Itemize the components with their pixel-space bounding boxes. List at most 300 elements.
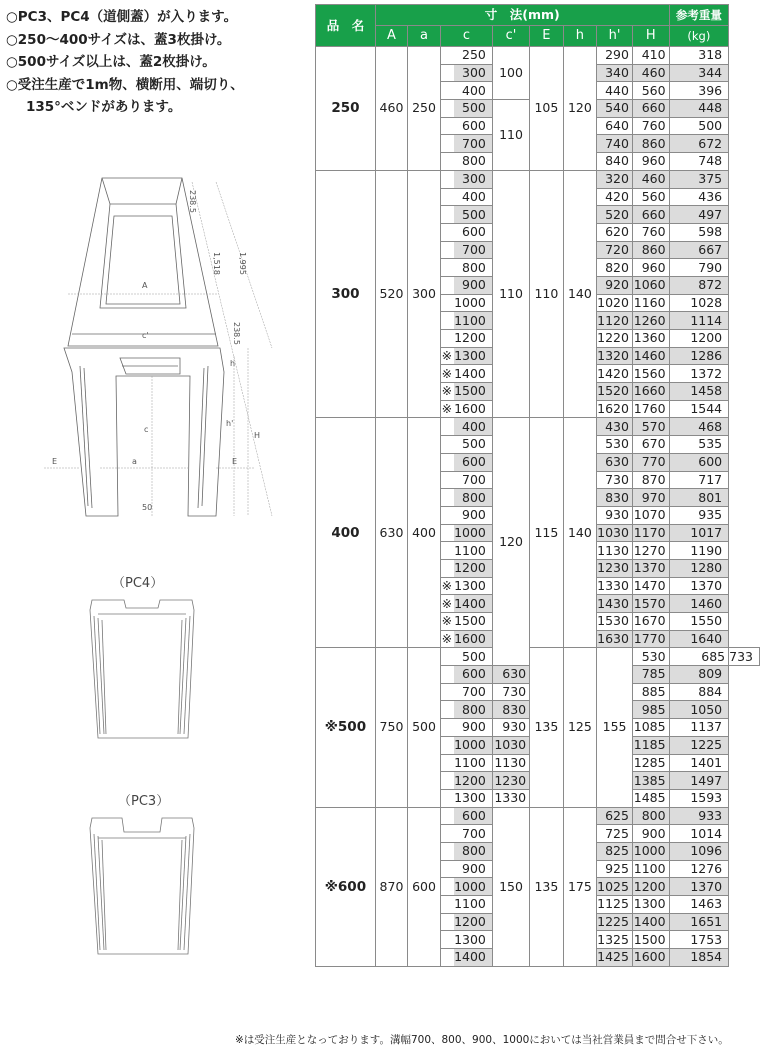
dim-h-prime-value: 1125 (597, 896, 633, 914)
dim-H-value: 1485 (632, 789, 669, 807)
dim-c-value: 1100 (454, 312, 492, 330)
dim-238-5-bottom: 238.5 (232, 322, 241, 345)
made-to-order-mark (440, 949, 454, 967)
dim-h-prime-value: 320 (597, 170, 633, 188)
weight-value: 1280 (669, 559, 729, 577)
weight-value: 884 (669, 683, 729, 701)
dim-h-prime-value: 725 (597, 825, 633, 843)
dim-h-prime-value: 830 (492, 701, 529, 719)
made-to-order-mark (440, 860, 454, 878)
made-to-order-mark (440, 489, 454, 507)
made-to-order-mark (440, 719, 454, 737)
made-to-order-mark (440, 259, 454, 277)
dim-c-prime-value: 120 (492, 418, 529, 666)
dim-c-prime-value: 135 (530, 648, 564, 807)
dim-H-value: 900 (632, 825, 669, 843)
dim-c-value: 900 (454, 506, 492, 524)
dim-h-prime-value: 930 (597, 506, 633, 524)
weight-value: 672 (669, 135, 729, 153)
dim-H-value: 785 (632, 666, 669, 684)
dim-H-value: 660 (632, 206, 669, 224)
dim-c-value: 1300 (454, 577, 492, 595)
dim-c-value: 300 (454, 170, 492, 188)
weight-value: 375 (669, 170, 729, 188)
dim-h-prime-value: 820 (597, 259, 633, 277)
dim-c-value: 1200 (454, 772, 492, 790)
dim-H-value: 960 (632, 259, 669, 277)
made-to-order-mark (440, 913, 454, 931)
dim-h-value: 140 (563, 418, 597, 648)
dim-c-value: 1400 (454, 949, 492, 967)
made-to-order-mark (440, 559, 454, 577)
dim-h-value: 175 (563, 807, 597, 966)
dim-H-value: 460 (632, 170, 669, 188)
dim-h-prime-value: 830 (597, 489, 633, 507)
table-row (316, 47, 760, 65)
made-to-order-mark: ※ (441, 631, 453, 647)
dim-h-prime-value: 840 (597, 153, 633, 171)
weight-value: 1096 (669, 842, 729, 860)
dim-H-value: 1570 (632, 595, 669, 613)
dim-h-value: 155 (597, 648, 633, 807)
col-E: E (530, 26, 564, 47)
col-H: H (632, 26, 669, 47)
dim-c-value: 900 (454, 860, 492, 878)
weight-value: 396 (669, 82, 729, 100)
weight-value: 1370 (669, 878, 729, 896)
dim-h-prime-value: 1320 (597, 347, 633, 365)
dim-H-value: 1560 (632, 365, 669, 383)
dim-c-value: 500 (454, 206, 492, 224)
col-h: h (563, 26, 597, 47)
made-to-order-mark (440, 842, 454, 860)
dim-H-value: 1200 (632, 878, 669, 896)
dim-E-right: E (232, 457, 238, 466)
spec-table-body (316, 47, 760, 967)
dim-h-prime-value: 1020 (597, 294, 633, 312)
dim-c-value: 700 (454, 471, 492, 489)
dim-H-value: 410 (632, 47, 669, 65)
weight-value: 1458 (669, 383, 729, 401)
dim-c-value: 900 (454, 276, 492, 294)
weight-value: 468 (669, 418, 729, 436)
dim-c-value: 500 (454, 648, 492, 666)
weight-value: 1651 (669, 913, 729, 931)
header-dimensions: 寸 法(mm) (375, 5, 669, 26)
dim-H-value: 1460 (632, 347, 669, 365)
weight-value: 809 (669, 666, 729, 684)
table-row (316, 807, 760, 825)
dim-E-left: E (52, 457, 58, 466)
dim-H-value: 870 (632, 471, 669, 489)
dim-c-value: 1200 (454, 559, 492, 577)
made-to-order-mark (440, 772, 454, 790)
header-weight (669, 5, 729, 26)
dim-h-prime: h' (226, 419, 234, 428)
dim-c-value: 800 (454, 701, 492, 719)
size-name: ※500 (316, 648, 376, 807)
weight-value: 318 (669, 47, 729, 65)
dim-H-value: 1300 (632, 896, 669, 914)
made-to-order-mark (440, 64, 454, 82)
dim-H-value: 1400 (632, 913, 669, 931)
made-to-order-mark (440, 312, 454, 330)
col-c: c (440, 26, 492, 47)
dim-h-prime-value: 740 (597, 135, 633, 153)
weight-value: 1028 (669, 294, 729, 312)
dim-A-value: 750 (375, 648, 407, 807)
dim-H-value: 460 (632, 64, 669, 82)
dim-H-value: 960 (632, 153, 669, 171)
dim-c-value: 1100 (454, 896, 492, 914)
pc4-label: （PC4） (112, 576, 164, 591)
weight-value: 1200 (669, 330, 729, 348)
made-to-order-mark (440, 294, 454, 312)
dim-H-value: 1170 (632, 524, 669, 542)
dim-c-value: 1300 (454, 347, 492, 365)
dim-H-value: 1100 (632, 860, 669, 878)
dim-c-value: 1500 (454, 383, 492, 401)
dim-A: A (142, 281, 148, 290)
dim-c-value: 600 (454, 117, 492, 135)
made-to-order-mark (440, 878, 454, 896)
dim-c-prime-value: 110 (492, 170, 529, 418)
weight-value: 1544 (669, 400, 729, 418)
weight-value: 1050 (669, 701, 729, 719)
dim-h-prime-value: 290 (597, 47, 633, 65)
dim-H-value: 1385 (632, 772, 669, 790)
made-to-order-mark (440, 418, 454, 436)
dim-H-value: 1160 (632, 294, 669, 312)
dim-c-value: 400 (454, 188, 492, 206)
made-to-order-mark (440, 453, 454, 471)
dim-H-value: 770 (632, 453, 669, 471)
dim-c-value: 1100 (454, 542, 492, 560)
dim-c-prime-value: 110 (492, 100, 529, 171)
dim-c-value: 1000 (454, 736, 492, 754)
dim-c-value: 700 (454, 825, 492, 843)
dim-h-value: 120 (563, 47, 597, 171)
made-to-order-mark (440, 754, 454, 772)
dim-c-prime-value: 150 (492, 807, 529, 966)
weight-value: 1370 (669, 577, 729, 595)
dim-H-value: 1270 (632, 542, 669, 560)
dim-H-value: 1660 (632, 383, 669, 401)
dim-c: c (144, 425, 149, 434)
dim-H-value: 1670 (632, 613, 669, 631)
made-to-order-mark (440, 276, 454, 294)
dim-h-prime-value: 1420 (597, 365, 633, 383)
weight-value: 667 (669, 241, 729, 259)
weight-value: 1550 (669, 613, 729, 631)
weight-value: 436 (669, 188, 729, 206)
dim-1995: 1,995 (238, 252, 247, 275)
weight-value: 801 (669, 489, 729, 507)
weight-value: 933 (669, 807, 729, 825)
dim-h-prime-value: 930 (492, 719, 529, 737)
dim-c-value: 700 (454, 683, 492, 701)
dim-c-value: 1200 (454, 913, 492, 931)
made-to-order-mark (440, 666, 454, 684)
weight-value: 497 (669, 206, 729, 224)
weight-value: 448 (669, 100, 729, 118)
dim-h-prime-value: 640 (597, 117, 633, 135)
made-to-order-mark (440, 683, 454, 701)
dim-50: 50 (142, 503, 153, 512)
weight-value: 598 (669, 223, 729, 241)
made-to-order-mark (440, 807, 454, 825)
table-row (316, 418, 760, 436)
dim-H-value: 760 (632, 117, 669, 135)
dim-c-value: 1300 (454, 931, 492, 949)
made-to-order-mark: ※ (441, 577, 453, 593)
note-3: ○500サイズ以上は、蓋2枚掛け。 (6, 54, 216, 70)
dim-h-prime-value: 1330 (492, 789, 529, 807)
header-weight-label: 参考重量 (675, 7, 722, 22)
dim-H-value: 860 (632, 241, 669, 259)
dim-A-value: 520 (375, 170, 407, 418)
dim-c-value: 500 (454, 436, 492, 454)
weight-value: 748 (669, 153, 729, 171)
weight-value: 1593 (669, 789, 729, 807)
weight-value: 1463 (669, 896, 729, 914)
made-to-order-mark (440, 648, 454, 666)
dim-h-prime-value: 1530 (597, 613, 633, 631)
dim-c-value: 600 (454, 453, 492, 471)
made-to-order-mark (440, 524, 454, 542)
dim-h-prime-value: 1330 (597, 577, 633, 595)
made-to-order-mark (440, 206, 454, 224)
dim-H-value: 885 (632, 683, 669, 701)
pc3-label: （PC3） (118, 794, 170, 809)
made-to-order-mark: ※ (441, 348, 453, 364)
dim-c-value: 800 (454, 489, 492, 507)
dim-H-value: 1060 (632, 276, 669, 294)
dim-h-prime-value: 1030 (597, 524, 633, 542)
dim-h-prime-value: 1130 (492, 754, 529, 772)
dim-h-prime-value: 420 (597, 188, 633, 206)
weight-value: 1753 (669, 931, 729, 949)
dim-H-value: 1760 (632, 400, 669, 418)
dim-H-value: 1085 (632, 719, 669, 737)
dim-H-value: 560 (632, 188, 669, 206)
dim-c-prime-value: 100 (492, 47, 529, 100)
dim-H-value: 570 (632, 418, 669, 436)
dim-h-prime-value: 720 (597, 241, 633, 259)
dim-E-value: 125 (563, 648, 597, 807)
dim-H-value: 685 (669, 648, 729, 666)
made-to-order-mark (440, 825, 454, 843)
weight-value: 717 (669, 471, 729, 489)
dim-c-value: 500 (454, 100, 492, 118)
dim-h-prime-value: 530 (597, 436, 633, 454)
dim-H: H (254, 431, 261, 440)
spec-table (315, 4, 760, 967)
dim-A-value: 460 (375, 47, 407, 171)
made-to-order-mark (440, 135, 454, 153)
dim-c-value: 1000 (454, 878, 492, 896)
dim-a-value: 400 (408, 418, 441, 648)
dim-c-value: 1500 (454, 613, 492, 631)
made-to-order-mark (440, 436, 454, 454)
cross-section-drawing (40, 176, 280, 526)
dim-h-prime-value: 440 (597, 82, 633, 100)
dim-h-prime-value: 925 (597, 860, 633, 878)
weight-value: 1286 (669, 347, 729, 365)
dim-c-value: 300 (454, 64, 492, 82)
made-to-order-mark (440, 931, 454, 949)
dim-H-value: 1370 (632, 559, 669, 577)
weight-value: 790 (669, 259, 729, 277)
made-to-order-mark: ※ (441, 613, 453, 629)
weight-value: 1854 (669, 949, 729, 967)
dim-a-value: 250 (408, 47, 441, 171)
made-to-order-mark (440, 506, 454, 524)
dim-c-value: 700 (454, 241, 492, 259)
weight-value: 1225 (669, 736, 729, 754)
dim-238-5-top: 238.5 (188, 190, 197, 213)
dim-h-prime-value: 1325 (597, 931, 633, 949)
dim-h-prime-value: 620 (597, 223, 633, 241)
dim-h-value: 140 (563, 170, 597, 418)
table-row (316, 648, 760, 666)
dim-h-prime-value: 1425 (597, 949, 633, 967)
made-to-order-mark (440, 188, 454, 206)
dim-c-value: 1000 (454, 294, 492, 312)
made-to-order-mark (440, 896, 454, 914)
dim-c-value: 1400 (454, 365, 492, 383)
made-to-order-mark (440, 736, 454, 754)
dim-h-prime-value: 1030 (492, 736, 529, 754)
made-to-order-mark (440, 170, 454, 188)
dim-H-value: 1500 (632, 931, 669, 949)
dim-H-value: 1285 (632, 754, 669, 772)
weight-value: 1137 (669, 719, 729, 737)
weight-value: 1640 (669, 630, 729, 648)
dim-h-prime-value: 430 (597, 418, 633, 436)
made-to-order-mark (440, 100, 454, 118)
dim-a-value: 600 (408, 807, 441, 966)
dim-E-value: 105 (530, 47, 564, 171)
weight-value: 1017 (669, 524, 729, 542)
made-to-order-mark (440, 701, 454, 719)
weight-value: 1372 (669, 365, 729, 383)
dim-h-prime-value: 340 (597, 64, 633, 82)
dim-H-value: 860 (632, 135, 669, 153)
dim-h-prime-value: 825 (597, 842, 633, 860)
weight-value: 1460 (669, 595, 729, 613)
dim-h-prime-value: 1230 (492, 772, 529, 790)
pc3-lid-drawing (86, 810, 198, 958)
size-name: ※600 (316, 807, 376, 966)
made-to-order-mark (440, 82, 454, 100)
size-name: 400 (316, 418, 376, 648)
dim-H-value: 970 (632, 489, 669, 507)
weight-value: 935 (669, 506, 729, 524)
dim-h-prime-value: 1220 (597, 330, 633, 348)
size-name: 300 (316, 170, 376, 418)
dim-h-prime-value: 540 (597, 100, 633, 118)
made-to-order-mark (440, 241, 454, 259)
dim-H-value: 670 (632, 436, 669, 454)
dim-c-value: 400 (454, 82, 492, 100)
dim-H-value: 660 (632, 100, 669, 118)
dim-A-value: 630 (375, 418, 407, 648)
weight-value: 535 (669, 436, 729, 454)
dim-E-value: 110 (530, 170, 564, 418)
table-row (316, 170, 760, 188)
dim-a-value: 300 (408, 170, 441, 418)
made-to-order-mark (440, 47, 454, 65)
dim-c-value: 700 (454, 135, 492, 153)
col-A: A (375, 26, 407, 47)
dim-h-prime-value: 1520 (597, 383, 633, 401)
dim-H-value: 985 (632, 701, 669, 719)
made-to-order-mark (440, 789, 454, 807)
dim-h-prime-value: 1630 (597, 630, 633, 648)
dim-h-prime-value: 730 (597, 471, 633, 489)
made-to-order-mark (440, 330, 454, 348)
dim-h-prime-value: 1120 (597, 312, 633, 330)
note-5: 135°ベンドがあります。 (26, 99, 182, 115)
dim-c-value: 1000 (454, 524, 492, 542)
dim-h-prime-value: 1130 (597, 542, 633, 560)
dim-h-prime-value: 920 (597, 276, 633, 294)
size-name: 250 (316, 47, 376, 171)
dim-h-prime-value: 1225 (597, 913, 633, 931)
weight-value: 1114 (669, 312, 729, 330)
dim-c-value: 600 (454, 666, 492, 684)
made-to-order-mark: ※ (441, 383, 453, 399)
dim-c-value: 1600 (454, 630, 492, 648)
dim-c-value: 1400 (454, 595, 492, 613)
dim-H-value: 1185 (632, 736, 669, 754)
dim-h-prime-value: 1430 (597, 595, 633, 613)
note-2: ○250〜400サイズは、蓋3枚掛け。 (6, 31, 231, 48)
pc4-lid-drawing (86, 592, 198, 742)
dim-h-prime-value: 530 (632, 648, 669, 666)
weight-value: 1014 (669, 825, 729, 843)
made-to-order-mark (440, 542, 454, 560)
dim-E-value: 135 (530, 807, 564, 966)
made-to-order-mark: ※ (441, 401, 453, 417)
dim-H-value: 1470 (632, 577, 669, 595)
weight-value: 500 (669, 117, 729, 135)
dim-H-value: 560 (632, 82, 669, 100)
made-to-order-mark (440, 117, 454, 135)
dim-c-value: 1100 (454, 754, 492, 772)
col-h-prime: h' (597, 26, 633, 47)
dim-c-value: 1600 (454, 400, 492, 418)
made-to-order-mark (440, 153, 454, 171)
dim-H-value: 1260 (632, 312, 669, 330)
dim-H-value: 1600 (632, 949, 669, 967)
dim-c-value: 1200 (454, 330, 492, 348)
weight-value: 1276 (669, 860, 729, 878)
weight-value: 344 (669, 64, 729, 82)
dim-H-value: 760 (632, 223, 669, 241)
dim-c-prime: c' (142, 331, 149, 340)
dim-h-prime-value: 630 (597, 453, 633, 471)
dim-h-prime-value: 730 (492, 683, 529, 701)
dim-h-prime-value: 520 (597, 206, 633, 224)
made-to-order-mark (440, 223, 454, 241)
dim-E-value: 115 (530, 418, 564, 648)
weight-value: 600 (669, 453, 729, 471)
weight-value: 1497 (669, 772, 729, 790)
dim-1518: 1,518 (212, 252, 221, 275)
dim-c-value: 250 (454, 47, 492, 65)
